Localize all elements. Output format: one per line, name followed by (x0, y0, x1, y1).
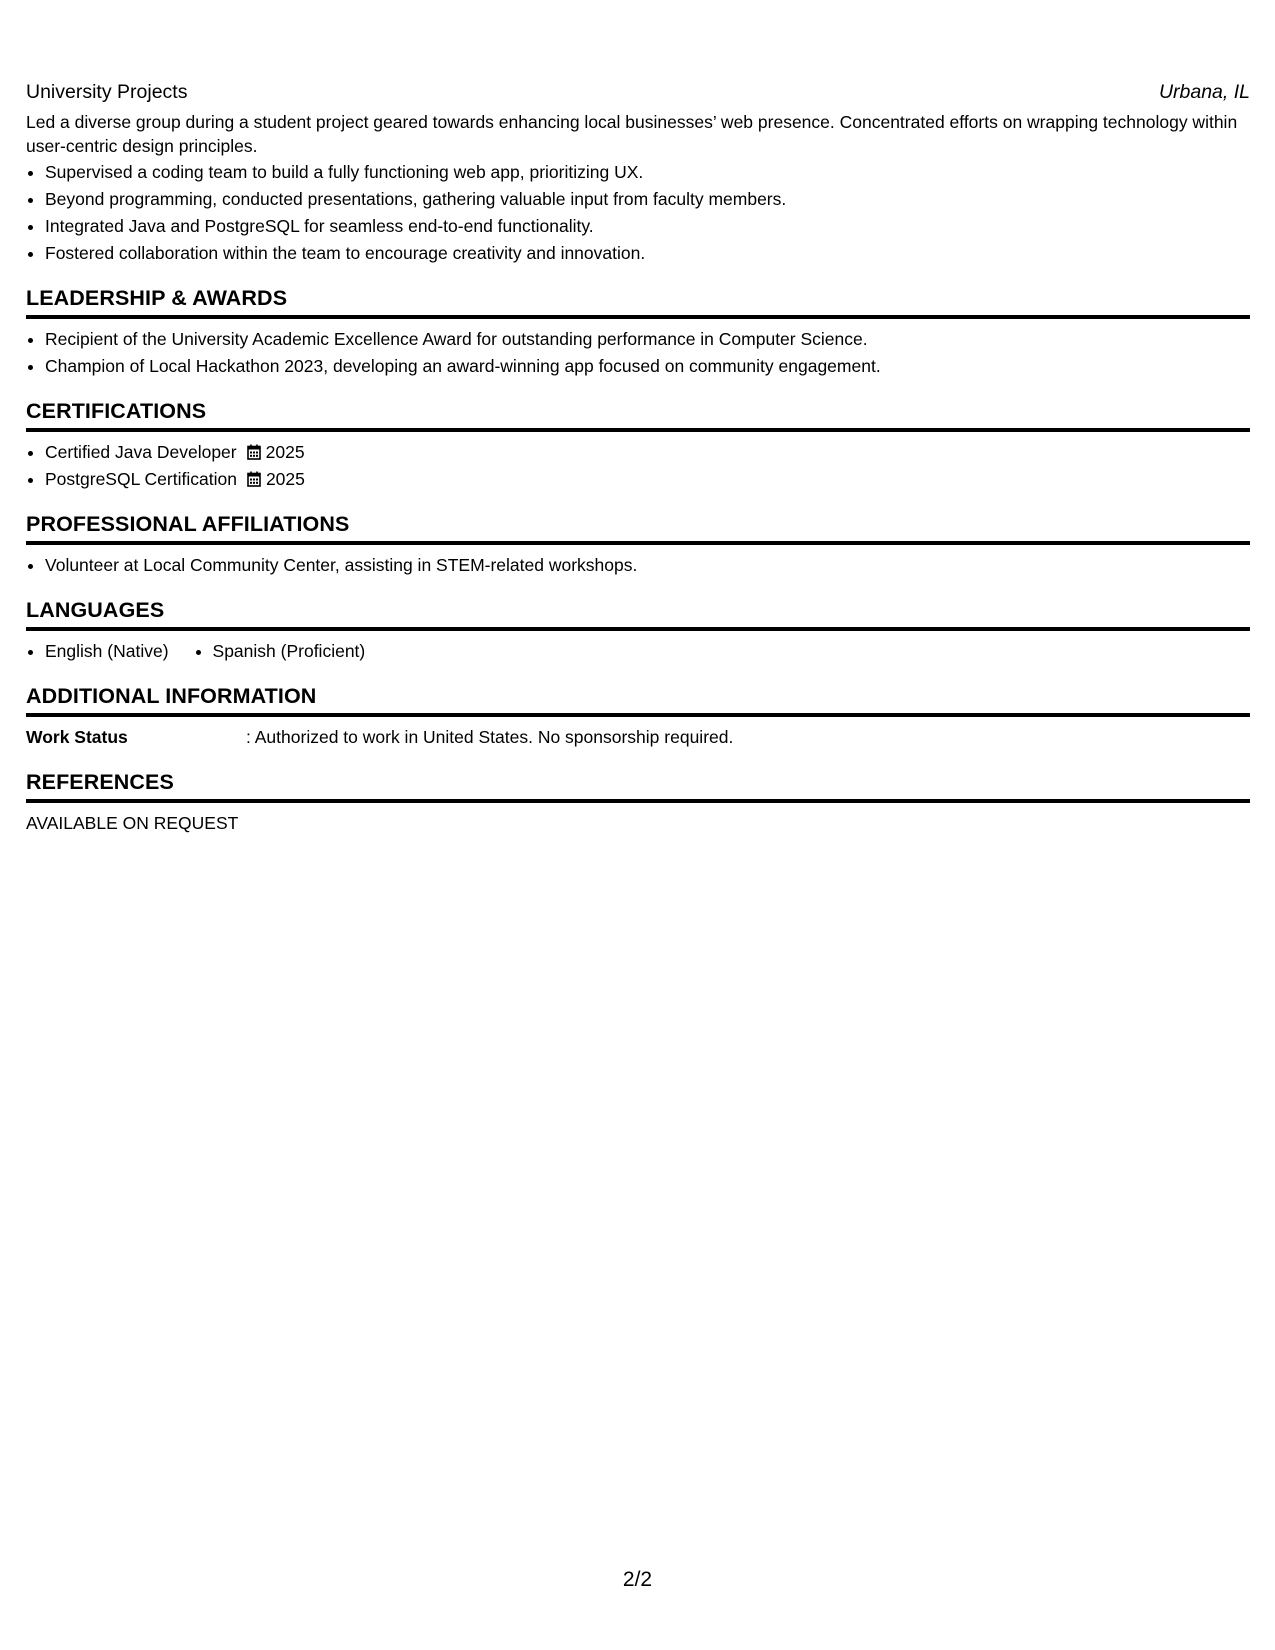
list-item: • Champion of Local Hackathon 2023, developing an award-winning app focused on community engagement. (45, 353, 1250, 380)
work-status-value: : Authorized to work in United States. No sponsorship required. (246, 727, 734, 747)
certifications-list (26, 439, 1250, 493)
list-item (45, 466, 1250, 493)
leadership-section (26, 283, 1250, 380)
project-description: Led a diverse group during a student project geared towards enhancing local businesses’ web presence. Concentrated efforts on wrapping technology within user-centric design principles. (26, 112, 1238, 156)
affiliations-list (26, 552, 1250, 579)
certification-year: 2025 (265, 469, 305, 489)
project-location: Urbana, IL (1158, 81, 1250, 103)
leadership-list (26, 326, 1250, 380)
section-heading: LANGUAGES (26, 595, 1250, 631)
languages-list (26, 638, 1250, 665)
certification-name: Certified Java Developer (45, 442, 237, 462)
certification-year: 2025 (265, 442, 305, 462)
work-status-label: Work Status (26, 727, 128, 747)
list-item: • Integrated Java and PostgreSQL for seamless end-to-end functionality. (45, 213, 1250, 240)
affiliations-section (26, 509, 1250, 579)
certification-name: PostgreSQL Certification (45, 469, 237, 489)
page-number: 2/2 (622, 1568, 653, 1591)
references-text: AVAILABLE ON REQUEST (26, 813, 239, 833)
section-heading: PROFESSIONAL AFFILIATIONS (26, 509, 1250, 545)
list-item: • English (Native) (45, 638, 169, 665)
project-title: University Projects (26, 81, 188, 103)
list-item: • Volunteer at Local Community Center, assisting in STEM-related workshops. (45, 552, 1250, 579)
list-item (45, 439, 1250, 466)
list-item: • Recipient of the University Academic Excellence Award for outstanding performance in Computer Science. (45, 326, 1250, 353)
section-heading: CERTIFICATIONS (26, 396, 1250, 432)
certifications-section (26, 396, 1250, 493)
list-item: • Beyond programming, conducted presentations, gathering valuable input from faculty members. (45, 186, 1250, 213)
additional-section (26, 681, 1250, 751)
list-item: • Supervised a coding team to build a fully functioning web app, prioritizing UX. (45, 159, 1250, 186)
list-item: • Fostered collaboration within the team to encourage creativity and innovation. (45, 240, 1250, 267)
list-item: • Spanish (Proficient) (213, 638, 366, 665)
project-header (26, 78, 1250, 106)
section-heading: ADDITIONAL INFORMATION (26, 681, 1250, 717)
work-status-row (26, 724, 1250, 751)
project-bullets (26, 159, 1250, 267)
resume-page (26, 78, 1250, 837)
references-section (26, 767, 1250, 837)
section-heading: LEADERSHIP & AWARDS (26, 283, 1250, 319)
section-heading: REFERENCES (26, 767, 1250, 803)
calendar-icon (247, 441, 261, 457)
calendar-icon (247, 468, 261, 484)
languages-section (26, 595, 1250, 665)
